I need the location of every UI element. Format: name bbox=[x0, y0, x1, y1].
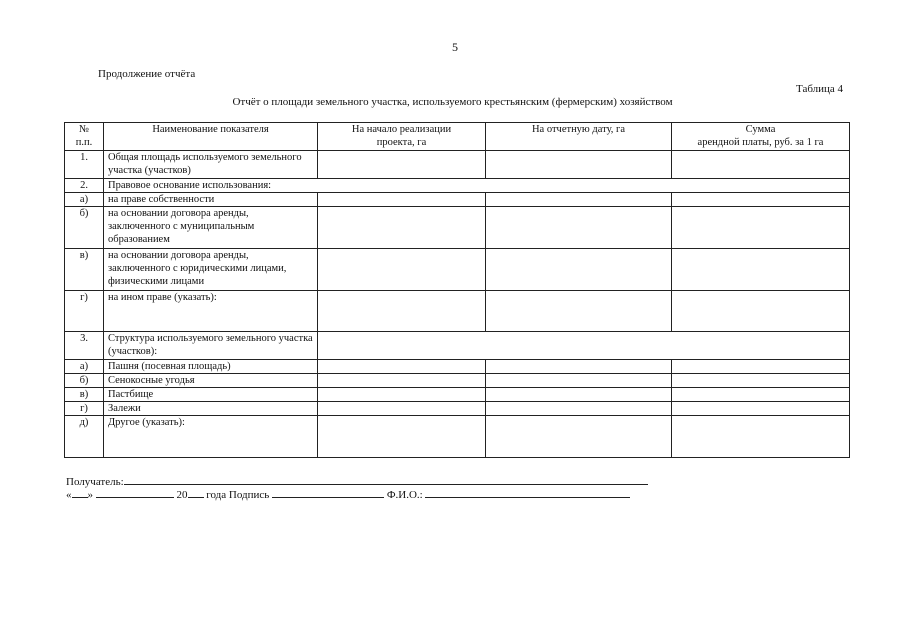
cell-report-value[interactable] bbox=[486, 207, 672, 249]
header-name: Наименование показателя bbox=[104, 123, 318, 151]
cell-report-value[interactable] bbox=[486, 416, 672, 458]
table-row bbox=[65, 388, 850, 402]
cell-start-value[interactable] bbox=[318, 249, 486, 291]
table-row bbox=[65, 360, 850, 374]
header-rent-line2: арендной платы, руб. за 1 га bbox=[697, 137, 824, 148]
report-title: Отчёт о площади земельного участка, используемого крестьянским (фермерским) хозяйством bbox=[232, 96, 673, 108]
header-rent bbox=[672, 123, 850, 151]
cell-start-value[interactable] bbox=[318, 388, 486, 402]
cell-report-value[interactable] bbox=[486, 374, 672, 388]
report-table bbox=[64, 122, 850, 458]
header-row bbox=[65, 123, 850, 151]
cell-start-value[interactable] bbox=[318, 416, 486, 458]
cell-rent-value[interactable] bbox=[672, 360, 850, 374]
header-num-line2: п.п. bbox=[75, 137, 93, 148]
table-row bbox=[65, 416, 850, 458]
cell-report-value[interactable] bbox=[486, 249, 672, 291]
table-label: Таблица 4 bbox=[796, 83, 844, 95]
row-label: Пастбище bbox=[104, 388, 318, 402]
year-prefix: 20 bbox=[176, 489, 188, 501]
row-label: Правовое основание использования: bbox=[104, 179, 850, 193]
table-row bbox=[65, 249, 850, 291]
recipient-label: Получатель: bbox=[66, 476, 124, 488]
cell-report-value[interactable] bbox=[486, 193, 672, 207]
cell-rent-value[interactable] bbox=[672, 249, 850, 291]
cell-report-value[interactable] bbox=[486, 291, 672, 332]
header-num bbox=[65, 123, 104, 151]
header-start-line1: На начало реализации bbox=[351, 124, 452, 135]
cell-report-value[interactable] bbox=[486, 388, 672, 402]
quote-open: « bbox=[66, 489, 72, 501]
cell-start-value[interactable] bbox=[318, 291, 486, 332]
recipient-field[interactable] bbox=[124, 473, 648, 485]
cell-start-value[interactable] bbox=[318, 374, 486, 388]
continuation-label: Продолжение отчёта bbox=[98, 68, 196, 80]
header-start bbox=[318, 123, 486, 151]
row-label: Общая площадь используемого земельного участка (участков) bbox=[104, 151, 318, 179]
signature-label: Подпись bbox=[228, 489, 270, 501]
row-number: в) bbox=[65, 388, 104, 402]
fio-label: Ф.И.О.: bbox=[386, 489, 423, 501]
row-number: в) bbox=[65, 249, 104, 291]
quote-close: » bbox=[87, 489, 93, 501]
cell-start-value[interactable] bbox=[318, 360, 486, 374]
row-number: б) bbox=[65, 374, 104, 388]
cell-start-value[interactable] bbox=[318, 207, 486, 249]
cell-report-value[interactable] bbox=[486, 360, 672, 374]
row-label: Другое (указать): bbox=[104, 416, 318, 458]
cell-report-value[interactable] bbox=[486, 402, 672, 416]
signature-field[interactable] bbox=[272, 486, 384, 498]
cell-rent-value[interactable] bbox=[672, 402, 850, 416]
cell-rent-value[interactable] bbox=[672, 207, 850, 249]
cell-rent-value[interactable] bbox=[672, 151, 850, 179]
table-row bbox=[65, 193, 850, 207]
table-row bbox=[65, 374, 850, 388]
table-row bbox=[65, 291, 850, 332]
row-number: 1. bbox=[65, 151, 104, 179]
cell-rent-value[interactable] bbox=[672, 416, 850, 458]
row-number: г) bbox=[65, 402, 104, 416]
row-label: на праве собственности bbox=[104, 193, 318, 207]
row-label: на ином праве (указать): bbox=[104, 291, 318, 332]
table-row bbox=[65, 151, 850, 179]
row-label: Структура используемого земельного участка (участков): bbox=[104, 332, 318, 360]
table-row bbox=[65, 402, 850, 416]
row-label: Пашня (посевная площадь) bbox=[104, 360, 318, 374]
year-suffix: года bbox=[206, 489, 227, 501]
cell-rent-value[interactable] bbox=[672, 291, 850, 332]
header-num-line1: № bbox=[78, 124, 90, 135]
row-number: 3. bbox=[65, 332, 104, 360]
row-number: а) bbox=[65, 360, 104, 374]
cell-report-value[interactable] bbox=[486, 151, 672, 179]
fio-field[interactable] bbox=[425, 486, 630, 498]
cell-start-value[interactable] bbox=[318, 151, 486, 179]
table-row bbox=[65, 179, 850, 193]
row-label: на основании договора аренды, заключенного с муниципальным образованием bbox=[104, 207, 318, 249]
table-row bbox=[65, 332, 850, 360]
row-label: Сенокосные угодья bbox=[104, 374, 318, 388]
row-number: 2. bbox=[65, 179, 104, 193]
cell-start-value[interactable] bbox=[318, 193, 486, 207]
page-number: 5 bbox=[452, 40, 458, 54]
cell-structure-empty bbox=[318, 332, 850, 360]
table-row bbox=[65, 207, 850, 249]
row-number: г) bbox=[65, 291, 104, 332]
header-report-date: На отчетную дату, га bbox=[486, 123, 672, 151]
day-field[interactable] bbox=[72, 486, 88, 498]
cell-rent-value[interactable] bbox=[672, 193, 850, 207]
row-number: д) bbox=[65, 416, 104, 458]
year-field[interactable] bbox=[188, 486, 204, 498]
month-field[interactable] bbox=[96, 486, 174, 498]
cell-start-value[interactable] bbox=[318, 402, 486, 416]
date-signature-line bbox=[66, 486, 630, 501]
header-start-line2: проекта, га bbox=[376, 137, 427, 148]
row-number: а) bbox=[65, 193, 104, 207]
header-rent-line1: Сумма bbox=[745, 124, 776, 135]
row-number: б) bbox=[65, 207, 104, 249]
cell-rent-value[interactable] bbox=[672, 388, 850, 402]
row-label: на основании договора аренды, заключенного с юридическими лицами, физическими лицами bbox=[104, 249, 318, 291]
cell-rent-value[interactable] bbox=[672, 374, 850, 388]
row-label: Залежи bbox=[104, 402, 318, 416]
